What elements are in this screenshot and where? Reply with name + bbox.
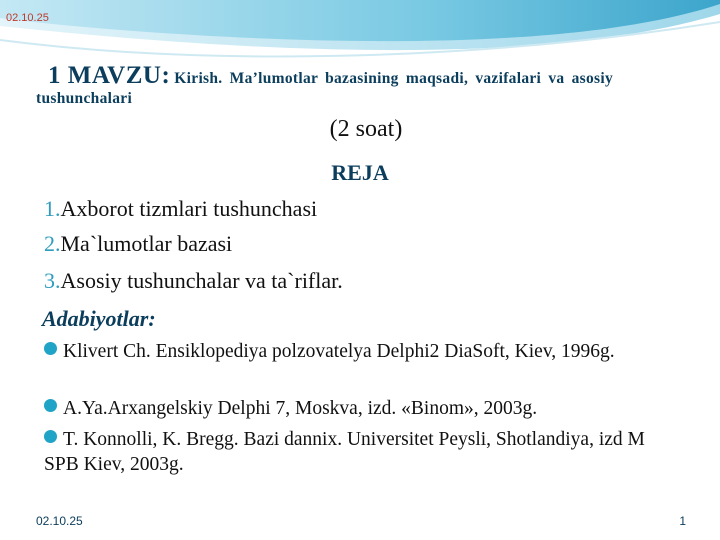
plan-item-number: 2.: [44, 231, 61, 256]
plan-item-text: Axborot tizmlari tushunchasi: [60, 196, 318, 221]
header-wave-decoration: [0, 0, 720, 70]
footer-date: 02.10.25: [36, 514, 83, 528]
header-date: 02.10.25: [6, 12, 49, 24]
plan-item: [44, 231, 232, 257]
plan-item-number: 3.: [44, 268, 61, 293]
literature-heading: Adabiyotlar:: [42, 306, 156, 331]
slide-title: [36, 62, 684, 108]
bullet-icon: [44, 430, 57, 443]
literature-item-text: A.Ya.Arxangelskiy Delphi 7, Moskva, izd. «Binom», 2003g.: [63, 398, 538, 419]
literature-item: [44, 396, 684, 421]
plan-item: [44, 196, 317, 222]
hours-label: (2 soat): [329, 116, 403, 142]
literature-item-text: T. Konnolli, K. Bregg. Bazi dannix. Universitet Peysli, Shotlandiya, izd M SPB Kiev, 2003g.: [44, 429, 645, 475]
literature-item-text: Klivert Ch. Ensiklopediya polzovatelya Delphi2 DiaSoft, Kiev, 1996g.: [63, 341, 615, 362]
plan-item: [44, 268, 343, 294]
literature-item: [44, 339, 684, 364]
literature-item: [44, 427, 684, 477]
plan-item-text: Ma`lumotlar bazasi: [60, 231, 233, 256]
plan-item-text: Asosiy tushunchalar va ta`riflar.: [60, 268, 343, 293]
page-number: 1: [679, 514, 686, 528]
title-subtitle: Kirish. Ma’lumotlar bazasining maqsadi, vazifalari va asosiy tushunchalari: [36, 70, 614, 107]
plan-heading: REJA: [331, 160, 389, 185]
plan-item-number: 1.: [44, 196, 61, 221]
bullet-icon: [44, 399, 57, 412]
bullet-icon: [44, 342, 57, 355]
title-main: 1 MAVZU:: [48, 62, 171, 89]
